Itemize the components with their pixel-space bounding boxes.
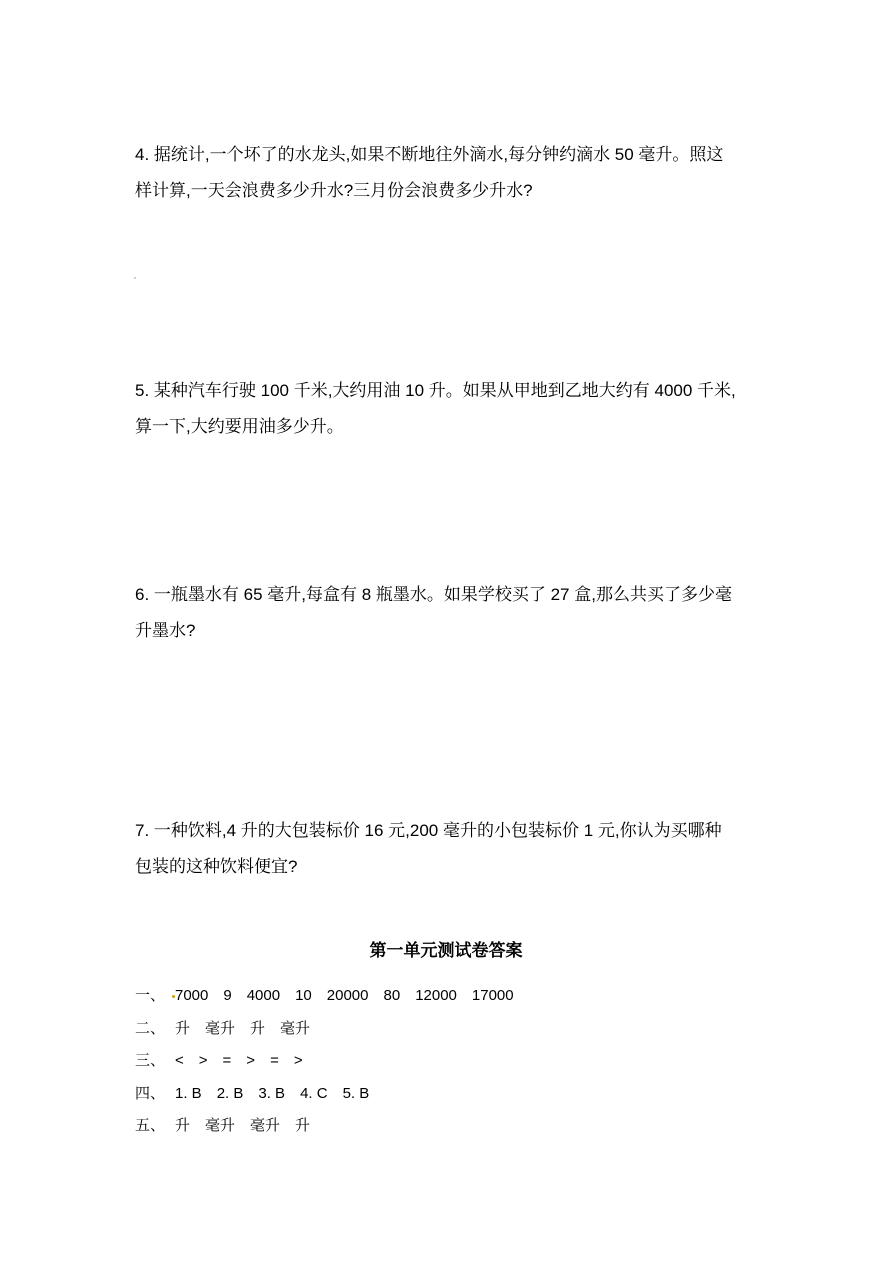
- problem-6: [135, 577, 775, 649]
- problem-5-line-2: 算一下,大约要用油多少升。: [135, 417, 344, 436]
- answer-item: 9: [223, 987, 232, 1005]
- answer-row: [135, 1078, 529, 1111]
- problem-6-line-1: 6. 一瓶墨水有 65 毫升,每盒有 8 瓶墨水。如果学校买了 27 盒,那么共买了多少毫: [135, 585, 732, 604]
- answer-item: 毫升: [280, 1019, 311, 1037]
- answer-item: =: [222, 1052, 232, 1070]
- answer-item: 4. C: [300, 1084, 328, 1102]
- answer-item: 5. B: [342, 1084, 370, 1102]
- answer-item: 4000: [246, 987, 281, 1005]
- answer-item: 毫升: [250, 1117, 281, 1135]
- answer-item: 80: [383, 987, 401, 1005]
- answer-item: 10: [295, 987, 312, 1005]
- answer-item: 毫升: [205, 1117, 236, 1135]
- problem-7-line-2: 包装的这种饮料便宜?: [135, 857, 298, 876]
- answer-item: 20000: [326, 987, 369, 1005]
- answer-item: 12000: [415, 987, 457, 1005]
- problem-4-line-2: 样计算,一天会浪费多少升水?三月份会浪费多少升水?: [135, 181, 533, 200]
- problem-7-line-1: 7. 一种饮料,4 升的大包装标价 16 元,200 毫升的小包装标价 1 元,你认为买哪种: [135, 821, 722, 840]
- answer-section-title: 第一单元测试卷答案: [369, 941, 523, 961]
- answer-item: 升: [250, 1019, 266, 1037]
- answer-row-label: 二、: [135, 1019, 166, 1037]
- problem-5-line-1: 5. 某种汽车行驶 100 千米,大约用油 10 升。如果从甲地到乙地大约有 4000 千米,: [135, 381, 736, 400]
- answer-item: 升: [175, 1019, 191, 1037]
- answer-item: =: [270, 1052, 279, 1070]
- problem-4: [135, 137, 775, 209]
- problem-6-line-2: 升墨水?: [135, 621, 196, 640]
- answer-item: 2. B: [216, 1084, 244, 1102]
- answer-item: 升: [175, 1117, 191, 1135]
- answer-item: 17000: [471, 987, 514, 1005]
- answer-item: 毫升: [205, 1019, 236, 1037]
- problem-5: [135, 373, 775, 445]
- answer-item: <: [175, 1052, 184, 1070]
- answer-item: 7000: [175, 987, 209, 1005]
- answer-item: 3. B: [258, 1084, 286, 1102]
- answer-row-label: 四、: [135, 1084, 166, 1102]
- answer-row-label: 三、: [135, 1052, 166, 1070]
- answer-item: 1. B: [175, 1084, 202, 1102]
- answer-item: 升: [295, 1117, 311, 1135]
- answer-row: [135, 1045, 529, 1078]
- answer-item: >: [198, 1052, 208, 1070]
- answer-row: [135, 980, 529, 1013]
- answer-row-label: 五、: [135, 1117, 166, 1135]
- answer-row: [135, 1013, 529, 1046]
- answer-row-label: 一、: [135, 987, 166, 1005]
- answer-row: [135, 1110, 529, 1143]
- answer-item: >: [246, 1052, 256, 1070]
- answer-item: >: [293, 1052, 303, 1070]
- answer-list: [135, 980, 529, 1143]
- problem-7: [135, 813, 775, 885]
- problem-4-line-1: 4. 据统计,一个坏了的水龙头,如果不断地往外滴水,每分钟约滴水 50 毫升。照这: [135, 145, 724, 164]
- scan-speck: [134, 277, 136, 279]
